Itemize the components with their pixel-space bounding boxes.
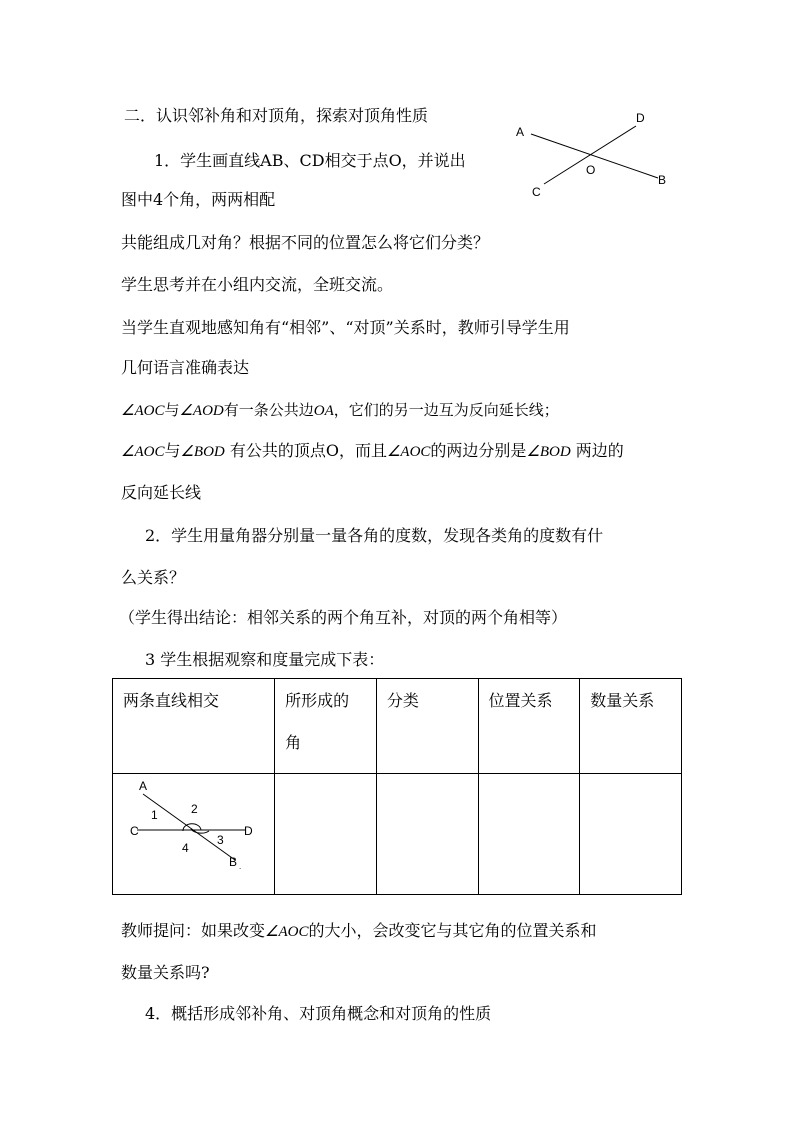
label-D: D	[244, 824, 253, 838]
label-C: C	[130, 824, 139, 838]
statement-adjacent: ∠AOC与∠AOD有一条公共边OA，它们的另一边互为反向延长线；	[121, 401, 559, 419]
teacher-guide-text: 当学生直观地感知角有“相邻”、“对顶”关系时，教师引导学生用	[121, 318, 570, 337]
classification-table	[112, 678, 682, 895]
label-C: C	[532, 185, 541, 199]
header-intersecting-lines: 两条直线相交	[113, 679, 275, 774]
step2-text-2: 么关系？	[121, 568, 186, 587]
header-formed-angles: 所形成的 角	[275, 679, 377, 774]
label-4: 4	[182, 841, 189, 855]
header-quantity-relation: 数量关系	[580, 679, 682, 774]
step1-text-2: 图中4个角，两两相配	[121, 190, 276, 209]
cell-quantity-relation[interactable]	[580, 774, 682, 895]
label-A: A	[516, 125, 525, 139]
angle-figure	[113, 774, 273, 889]
teacher-question: 教师提问：如果改变∠AOC的大小，会改变它与其它角的位置关系和	[121, 921, 597, 940]
teacher-question-2: 数量关系吗?	[121, 963, 210, 982]
step2-text: 2．学生用量角器分别量一量各角的度数，发现各类角的度数有什	[145, 526, 604, 545]
label-A: A	[139, 779, 148, 793]
statement-vertical-2: 反向延长线	[121, 483, 202, 502]
label-D: D	[636, 111, 645, 125]
figure-cell	[113, 774, 275, 895]
step3-text: 3 学生根据观察和度量完成下表：	[145, 650, 385, 669]
label-O: O	[586, 163, 596, 177]
intersecting-lines-figure	[508, 108, 682, 200]
cell-position-relation[interactable]	[478, 774, 580, 895]
svg-text:.: .	[239, 862, 242, 871]
label-1: 1	[151, 808, 158, 822]
header-position-relation: 位置关系	[478, 679, 580, 774]
step4-text: 4．概括形成邻补角、对顶角概念和对顶角的性质	[145, 1004, 492, 1023]
discussion-text: 学生思考并在小组内交流，全班交流。	[121, 275, 394, 294]
step1-question: 共能组成几对角？根据不同的位置怎么将它们分类？	[121, 233, 490, 252]
section-heading: 二．认识邻补角和对顶角，探索对顶角性质	[124, 106, 429, 125]
label-B: B	[658, 173, 667, 187]
conclusion-text: （学生得出结论：相邻关系的两个角互补，对顶的两个角相等）	[119, 608, 568, 627]
cell-classification[interactable]	[376, 774, 478, 895]
label-2: 2	[191, 802, 198, 816]
header-classification: 分类	[376, 679, 478, 774]
teacher-guide-text-2: 几何语言准确表达	[121, 358, 250, 377]
label-B: B	[229, 855, 238, 869]
label-3: 3	[217, 833, 224, 847]
table-header-row	[113, 679, 682, 774]
statement-vertical: ∠AOC与∠BOD 有公共的顶点O，而且∠AOC的两边分别是∠BOD 两边的	[121, 441, 624, 460]
step1-text: 1．学生画直线AB、CD相交于点O，并说出	[154, 151, 466, 170]
cell-formed-angles[interactable]	[275, 774, 377, 895]
table-row	[113, 774, 682, 895]
